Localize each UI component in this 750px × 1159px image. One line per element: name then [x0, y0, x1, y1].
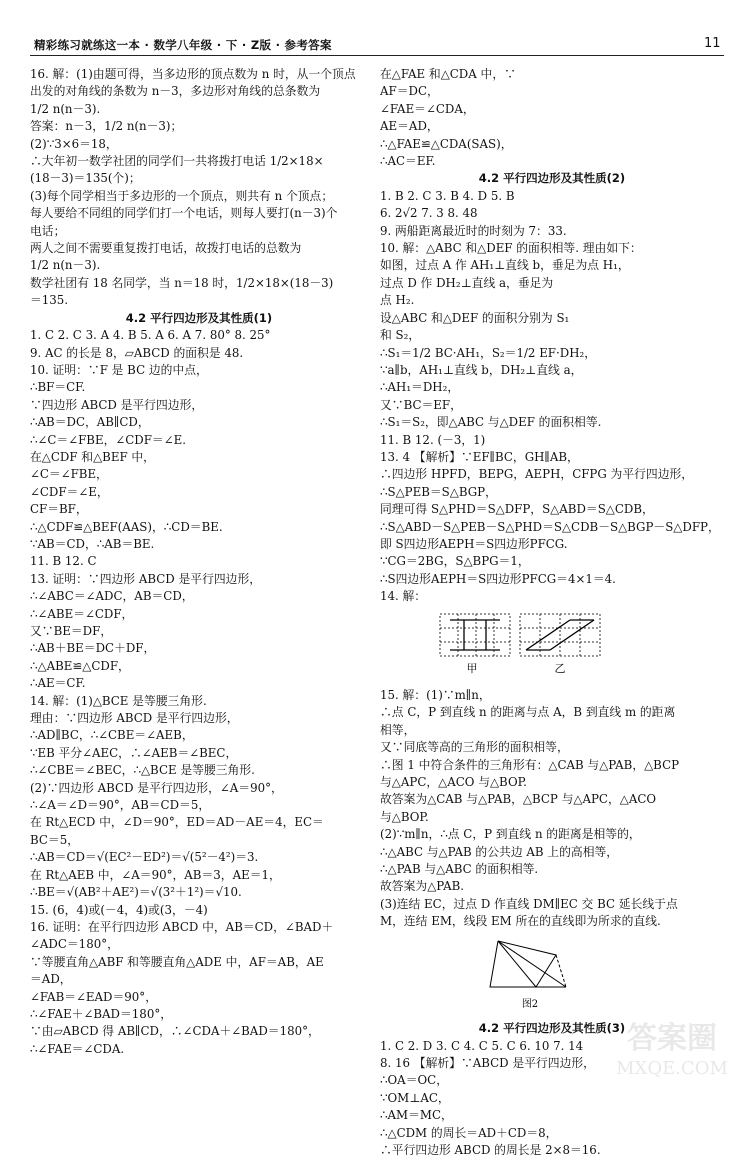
answer-line: ∴∠CBE＝∠BEC，∴△BCE 是等腰三角形.	[30, 762, 368, 779]
right-column	[380, 66, 724, 1159]
answer-line: 在 Rt△AEB 中，∠A＝90°，AB＝3，AE＝1，	[30, 867, 368, 884]
answer-line: ∴点 C，P 到直线 n 的距离与点 A，B 到直线 m 的距离	[380, 704, 724, 721]
section-title-1: 4.2 平行四边形及其性质(1)	[30, 310, 368, 327]
svg-text:MXQE.COM: MXQE.COM	[616, 1058, 728, 1079]
answer-line: ∵四边形 ABCD 是平行四边形，	[30, 397, 368, 414]
answer-line: 与△APC，△ACO 与△BOP.	[380, 774, 724, 791]
answer-line: 理由：∵四边形 ABCD 是平行四边形，	[30, 710, 368, 727]
answer-line: CF＝BF，	[30, 501, 368, 518]
answer-line: 同理可得 S△PHD＝S△DFP，S△ABD＝S△CDB，	[380, 501, 724, 518]
answer-line: 两人之间不需要重复拨打电话，故拨打电话的总数为	[30, 240, 368, 257]
answer-line: 电话；	[30, 223, 368, 240]
answer-line: ∴∠ABE＝∠CDF，	[30, 606, 368, 623]
answer-line: 故答案为△PAB.	[380, 878, 724, 895]
answer-line: 又∵BE＝DF，	[30, 623, 368, 640]
answer-line: ∴△ABE≌△CDF，	[30, 658, 368, 675]
answer-line: ∴AH₁＝DH₂，	[380, 379, 724, 396]
answer-line: 9. AC 的长是 8，▱ABCD 的面积是 48.	[30, 345, 368, 362]
answer-line: ∴图 1 中符合条件的三角形有：△CAB 与△PAB，△BCP	[380, 757, 724, 774]
right-bottom-lines	[380, 687, 724, 931]
answer-line: ∴OA＝OC，	[380, 1072, 724, 1089]
answer-line: ∴∠FAE＝∠CDA.	[30, 1041, 368, 1058]
answer-line: 1/2 n(n－3).	[30, 101, 368, 118]
answer-line: ＝135.	[30, 292, 368, 309]
answer-line: 1. C 2. D 3. C 4. C 5. C 6. 10 7. 14	[380, 1038, 724, 1055]
answer-line: ∴S四边形AEPH＝S四边形PFCG＝4×1＝4.	[380, 571, 724, 588]
answer-line: ∴AE＝CF.	[30, 675, 368, 692]
answer-line: ∴∠ABC＝∠ADC，AB＝CD，	[30, 588, 368, 605]
answer-line: 15. 解：(1)∵m∥n，	[380, 687, 724, 704]
answer-line: 又∵BC＝EF，	[380, 397, 724, 414]
answer-line: 8. 16 【解析】∵ABCD 是平行四边形，	[380, 1055, 724, 1072]
answer-line: ∵OM⊥AC，	[380, 1090, 724, 1107]
fig14-label-jia: 甲	[467, 662, 478, 675]
answer-line: 数学社团有 18 名同学，当 n＝18 时，1/2×18×(18－3)	[30, 275, 368, 292]
right-mid-lines	[380, 188, 724, 606]
answer-line: ∵EB 平分∠AEC，∴∠AEB＝∠BEC，	[30, 745, 368, 762]
section-title-2: 4.2 平行四边形及其性质(2)	[380, 170, 724, 187]
answer-line: (3)连结 EC，过点 D 作直线 DM∥EC 交 BC 延长线于点	[380, 896, 724, 913]
answer-line: 10. 证明：∵F 是 BC 边的中点，	[30, 362, 368, 379]
svg-text:答案圈: 答案圈	[627, 1021, 717, 1056]
answer-line: ∴大年初一数学社团的同学们一共将拨打电话 1/2×18×	[30, 153, 368, 170]
answer-line: 15. (6，4)或(－4，4)或(3，－4)	[30, 902, 368, 919]
answer-line: ∴S₁＝S₂，即△ABC 与△DEF 的面积相等.	[380, 414, 724, 431]
answer-line: 即 S四边形AEPH＝S四边形PFCG.	[380, 536, 724, 553]
answer-line: 1. B 2. C 3. B 4. D 5. B	[380, 188, 724, 205]
answer-line: 答案：n－3，1/2 n(n－3)；	[30, 118, 368, 135]
answer-line: ∴△FAE≌△CDA(SAS)，	[380, 136, 724, 153]
answer-line: ∴△CDM 的周长＝AD＋CD＝8，	[380, 1125, 724, 1142]
answer-line: M，连结 EM，线段 EM 所在的直线即为所求的直线.	[380, 913, 724, 930]
answer-line: 在△CDF 和△BEF 中，	[30, 449, 368, 466]
answer-line: ∴S△ABD－S△PEB－S△PHD＝S△CDB－S△BGP－S△DFP，	[380, 519, 724, 536]
answer-line: ∴四边形 HPFD，BEPG，AEPH，CFPG 为平行四边形，	[380, 466, 724, 483]
answer-line: 出发的对角线的条数为 n－3，多边形对角线的总条数为	[30, 83, 368, 100]
answer-line: ∠FAE＝∠CDA，	[380, 101, 724, 118]
answer-line: 16. 证明：在平行四边形 ABCD 中，AB＝CD，∠BAD＋	[30, 919, 368, 936]
answer-line: ∠FAB＝∠EAD＝90°，	[30, 989, 368, 1006]
answer-line: 每人要给不同组的同学们打一个电话，则每人要打(n－3)个	[30, 205, 368, 222]
answer-line: ∴AB＝DC，AB∥CD，	[30, 414, 368, 431]
answer-line: ∵CG＝2BG，S△BPG＝1，	[380, 553, 724, 570]
figure-15	[380, 935, 724, 1016]
answer-line: (2)∵3×6＝18，	[30, 136, 368, 153]
answer-line: 13. 证明：∵四边形 ABCD 是平行四边形，	[30, 571, 368, 588]
answer-line: ＝AD，	[30, 971, 368, 988]
watermark-logo	[612, 1010, 732, 1082]
answer-line: ∵AB＝CD，∴AB＝BE.	[30, 536, 368, 553]
answer-line: 1. C 2. C 3. A 4. B 5. A 6. A 7. 80° 8. 25°	[30, 327, 368, 344]
answer-line: 和 S₂，	[380, 327, 724, 344]
answer-line: (18－3)＝135(个)；	[30, 170, 368, 187]
answer-line: (3)每个同学相当于多边形的一个顶点，则共有 n 个顶点；	[30, 188, 368, 205]
answer-line: ∵由▱ABCD 得 AB∥CD，∴∠CDA＋∠BAD＝180°，	[30, 1023, 368, 1040]
answer-line: ∴AM＝MC，	[380, 1107, 724, 1124]
answer-line: 相等，	[380, 722, 724, 739]
answer-line: 14. 解：(1)△BCE 是等腰三角形.	[30, 693, 368, 710]
answer-line: 又∵同底等高的三角形的面积相等，	[380, 739, 724, 756]
answer-line: 设△ABC 和△DEF 的面积分别为 S₁	[380, 310, 724, 327]
answer-line: 与△BOP.	[380, 809, 724, 826]
answer-line: 11. B 12. (－3，1)	[380, 432, 724, 449]
answer-line: ∴∠A＝∠D＝90°，AB＝CD＝5，	[30, 797, 368, 814]
answer-line: ∴△ABC 与△PAB 的公共边 AB 上的高相等，	[380, 844, 724, 861]
fig14-label-yi: 乙	[555, 662, 566, 675]
answer-line: 在 Rt△ECD 中，∠D＝90°，ED＝AD－AE＝4，EC＝	[30, 814, 368, 831]
answer-line: (2)∵四边形 ABCD 是平行四边形，∠A＝90°，	[30, 780, 368, 797]
answer-line: ∠C＝∠FBE，	[30, 466, 368, 483]
answer-line: ∵等腰直角△ABF 和等腰直角△ADE 中，AF＝AB，AE	[30, 954, 368, 971]
right-top-lines	[380, 66, 724, 170]
answer-line: AF＝DC，	[380, 83, 724, 100]
answer-line: ∴BF＝CF.	[30, 379, 368, 396]
answer-line: 1/2 n(n－3).	[30, 257, 368, 274]
answer-line: ∴AB＋BE＝DC＋DF，	[30, 640, 368, 657]
answer-line: 16. 解：(1)由题可得，当多边形的顶点数为 n 时，从一个顶点	[30, 66, 368, 83]
left-column	[30, 66, 368, 1058]
answer-line: 9. 两船距离最近时的时刻为 7：33.	[380, 223, 724, 240]
answer-line: ∠CDF＝∠E，	[30, 484, 368, 501]
section-title-3: 4.2 平行四边形及其性质(3)	[380, 1020, 724, 1037]
answer-line: ∴∠FAE＋∠BAD＝180°，	[30, 1006, 368, 1023]
answer-line: 13. 4 【解析】∵EF∥BC，GH∥AB，	[380, 449, 724, 466]
header-rule	[30, 55, 724, 56]
fig15-caption: 图2	[522, 998, 538, 1010]
answer-line: ∴BE＝√(AB²＋AE²)＝√(3²＋1²)＝√10.	[30, 884, 368, 901]
answer-line: 故答案为△CAB 与△PAB，△BCP 与△APC，△ACO	[380, 791, 724, 808]
answer-line: 10. 解：△ABC 和△DEF 的面积相等. 理由如下：	[380, 240, 724, 257]
answer-line: BC＝5，	[30, 832, 368, 849]
grid-figure-yi	[520, 614, 600, 656]
page-number: 11	[704, 36, 721, 51]
answer-line: ∴∠C＝∠FBE，∠CDF＝∠E.	[30, 432, 368, 449]
answer-line: ∴AC＝EF.	[380, 153, 724, 170]
answer-line: ∴AB＝CD＝√(EC²－ED²)＝√(5²－4²)＝3.	[30, 849, 368, 866]
answer-line: (2)∵m∥n，∴点 C，P 到直线 n 的距离是相等的，	[380, 826, 724, 843]
answer-line: ∠ADC＝180°，	[30, 936, 368, 953]
answer-line: ∴△CDF≌△BEF(AAS)，∴CD＝BE.	[30, 519, 368, 536]
answer-line: ∴S₁＝1/2 BC·AH₁，S₂＝1/2 EF·DH₂，	[380, 345, 724, 362]
answer-line: AE＝AD，	[380, 118, 724, 135]
answer-line: 点 H₂.	[380, 292, 724, 309]
answer-line: 在△FAE 和△CDA 中，∵	[380, 66, 724, 83]
answer-line: ∴平行四边形 ABCD 的周长是 2×8＝16.	[380, 1142, 724, 1159]
answer-line: ∴△PAB 与△ABC 的面积相等.	[380, 861, 724, 878]
header-title: 精彩练习就练这一本 · 数学八年级 · 下 · Z版 · 参考答案	[34, 37, 332, 53]
grid-figure-jia	[440, 614, 510, 656]
answer-line: ∵a∥b，AH₁⊥直线 b，DH₂⊥直线 a，	[380, 362, 724, 379]
figure-14	[380, 610, 724, 683]
answer-line: 过点 D 作 DH₂⊥直线 a，垂足为	[380, 275, 724, 292]
answer-line: 如图，过点 A 作 AH₁⊥直线 b，垂足为点 H₁，	[380, 257, 724, 274]
answer-line: 6. 2√2 7. 3 8. 48	[380, 205, 724, 222]
answer-line: ∴S△PEB＝S△BGP，	[380, 484, 724, 501]
answer-line: 14. 解：	[380, 588, 724, 605]
answer-line: 11. B 12. C	[30, 553, 368, 570]
answer-line: ∴AD∥BC，∴∠CBE＝∠AEB，	[30, 727, 368, 744]
